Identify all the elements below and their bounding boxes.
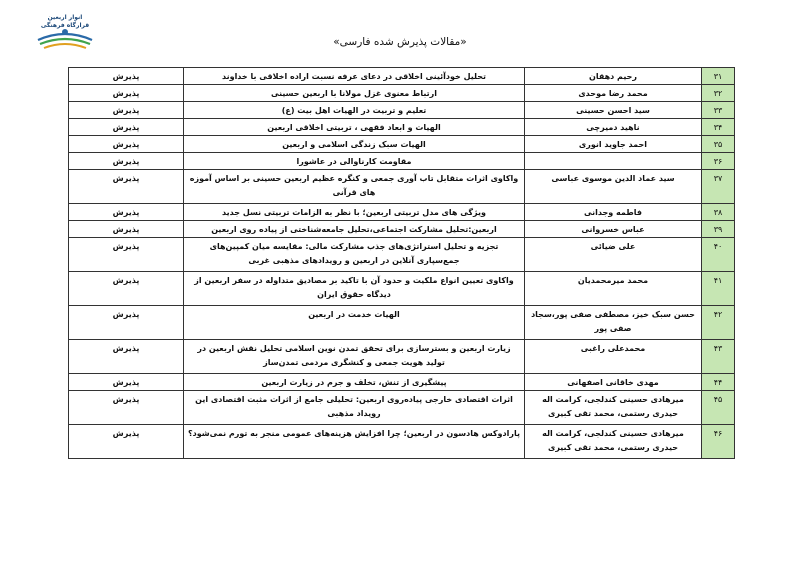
table-row: [69, 68, 735, 85]
row-status: پذیرش: [69, 238, 184, 272]
row-status: پذیرش: [69, 102, 184, 119]
row-number: ۳۷: [702, 170, 735, 204]
row-author: میرهادی حسینی کندلجی، کرامت اله حیدری رستمی، محمد تقی کبیری: [525, 425, 702, 459]
row-number: ۴۱: [702, 272, 735, 306]
papers-table-body: [69, 68, 735, 459]
row-status: پذیرش: [69, 425, 184, 459]
row-status: پذیرش: [69, 153, 184, 170]
row-author: محمد میرمحمدیان: [525, 272, 702, 306]
row-title: تعلیم و تربیت در الهیات اهل بیت (ع): [184, 102, 525, 119]
row-title: الهیات خدمت در اربعین: [184, 306, 525, 340]
row-author: سید عماد الدین موسوی عباسی: [525, 170, 702, 204]
row-number: ۴۳: [702, 340, 735, 374]
logo-text: [30, 14, 100, 30]
table-row: [69, 85, 735, 102]
table-row: [69, 238, 735, 272]
table-row: [69, 272, 735, 306]
row-author: فاطمه وجدانی: [525, 204, 702, 221]
row-title: پارادوکس هادسون در اربعین؛ چرا افزایش هزینه‌های عمومی منجر به تورم نمی‌شود؟: [184, 425, 525, 459]
table-row: [69, 170, 735, 204]
row-author: رحیم دهقان: [525, 68, 702, 85]
row-author: محمدعلی راغبی: [525, 340, 702, 374]
table-row: [69, 119, 735, 136]
table-row: [69, 340, 735, 374]
row-number: ۴۵: [702, 391, 735, 425]
row-number: ۳۲: [702, 85, 735, 102]
logo: [30, 10, 100, 56]
row-author: احمد جاوید انوری: [525, 136, 702, 153]
row-status: پذیرش: [69, 221, 184, 238]
row-author: ناهید دمیرچی: [525, 119, 702, 136]
table-row: [69, 153, 735, 170]
row-number: ۳۳: [702, 102, 735, 119]
row-author: علی ضیائی: [525, 238, 702, 272]
table-row: [69, 374, 735, 391]
row-number: ۴۶: [702, 425, 735, 459]
row-author: حسن سبک خیز، مصطفی صفی پور،سجاد صفی پور: [525, 306, 702, 340]
row-number: ۳۵: [702, 136, 735, 153]
row-number: ۳۸: [702, 204, 735, 221]
row-title: واکاوی اثرات متقابل تاب آوری جمعی و کنگره عظیم اربعین حسینی بر اساس آموزه های قرآنی: [184, 170, 525, 204]
row-title: اثرات اقتصادی خارجی پیاده‌روی اربعین: تحلیلی جامع از اثرات مثبت اقتصادی این رویداد مذهبی: [184, 391, 525, 425]
page-title: «مقالات پذیرش شده فارسی»: [333, 36, 467, 48]
row-author: سید احسن حسینی: [525, 102, 702, 119]
row-status: پذیرش: [69, 340, 184, 374]
row-status: پذیرش: [69, 272, 184, 306]
row-author: مهدی خاقانی اصفهانی: [525, 374, 702, 391]
row-title: پیشگیری از تنش، تخلف و جرم در زیارت اربعین: [184, 374, 525, 391]
row-title: مقاومت کارناوالی در عاشورا: [184, 153, 525, 170]
row-author: [525, 153, 702, 170]
table-row: [69, 102, 735, 119]
logo-line-2: قرارگاه فرهنگی: [40, 22, 90, 29]
row-title: تجزیه و تحلیل استراتژی‌های جذب مشارکت مالی: مقایسه میان کمپین‌های جمع‌سپاری آنلاین در اربعین و رویدادهای مذهبی غربی: [184, 238, 525, 272]
row-title: ویژگی های مدل تربیتی اربعین؛ با نظر به الزامات تربیتی نسل جدید: [184, 204, 525, 221]
row-number: ۳۴: [702, 119, 735, 136]
row-title: الهیات سبک زندگی اسلامی و اربعین: [184, 136, 525, 153]
row-status: پذیرش: [69, 391, 184, 425]
row-status: پذیرش: [69, 119, 184, 136]
row-status: پذیرش: [69, 204, 184, 221]
row-status: پذیرش: [69, 170, 184, 204]
row-status: پذیرش: [69, 68, 184, 85]
row-title: زیارت اربعین و بسترسازی برای تحقق تمدن نوین اسلامی تحلیل نقش اربعین در تولید هویت جمعی و کنشگری مردمی تمدن‌ساز: [184, 340, 525, 374]
row-title: واکاوی تعیین انواع ملکیت و حدود آن با تاکید بر مصادیق متداوله در سفر اربعین از دیدگاه حقوق ایران: [184, 272, 525, 306]
row-status: پذیرش: [69, 374, 184, 391]
row-author: محمد رضا موحدی: [525, 85, 702, 102]
row-number: ۳۹: [702, 221, 735, 238]
table-row: [69, 425, 735, 459]
logo-line-1: انوار اربعین: [47, 14, 83, 21]
row-number: ۴۴: [702, 374, 735, 391]
row-author: عباس خسروانی: [525, 221, 702, 238]
row-title: الهیات و ابعاد فقهی ، تربیتی اخلاقی اربعین: [184, 119, 525, 136]
row-status: پذیرش: [69, 136, 184, 153]
row-number: ۴۲: [702, 306, 735, 340]
row-number: ۴۰: [702, 238, 735, 272]
table-row: [69, 391, 735, 425]
row-number: ۳۶: [702, 153, 735, 170]
table-row: [69, 136, 735, 153]
papers-table: [68, 67, 735, 459]
row-title: اربعین:تحلیل مشارکت اجتماعی،تحلیل جامعه‌شناختی از پیاده روی اربعین: [184, 221, 525, 238]
table-row: [69, 204, 735, 221]
row-number: ۳۱: [702, 68, 735, 85]
table-row: [69, 221, 735, 238]
table-row: [69, 306, 735, 340]
row-status: پذیرش: [69, 85, 184, 102]
row-title: تحلیل خودآئینی اخلاقی در دعای عرفه نسبت اراده اخلاقی با خداوند: [184, 68, 525, 85]
row-title: ارتباط معنوی غزل مولانا با اربعین حسینی: [184, 85, 525, 102]
row-author: میرهادی حسینی کندلجی، کرامت اله حیدری رستمی، محمد تقی کبیری: [525, 391, 702, 425]
row-status: پذیرش: [69, 306, 184, 340]
